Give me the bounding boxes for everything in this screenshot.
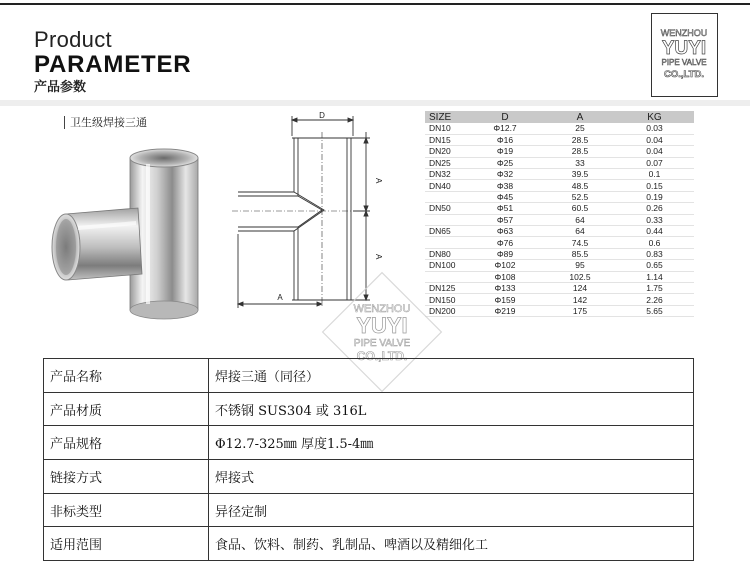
title-parameter: PARAMETER [34, 51, 192, 78]
dim-a-lower-label: A [374, 254, 383, 260]
spec-kg-cell: 0.6 [615, 237, 694, 248]
spec-table-row [425, 157, 694, 168]
info-label: 产品规格 [44, 426, 209, 460]
spec-header-kg: KG [615, 111, 694, 123]
dim-a-bottom-label: A [277, 293, 283, 302]
spec-table-row [425, 191, 694, 202]
spec-d-cell: Φ16 [465, 134, 545, 145]
spec-table [425, 111, 694, 317]
spec-a-cell: 28.5 [545, 146, 615, 157]
spec-kg-cell: 0.04 [615, 146, 694, 157]
spec-size-cell [425, 237, 465, 248]
tee-photo-image [38, 140, 218, 326]
header-band [0, 100, 750, 106]
spec-kg-cell: 0.1 [615, 169, 694, 180]
spec-table-row [425, 271, 694, 282]
spec-kg-cell: 0.19 [615, 191, 694, 202]
spec-table-row [425, 237, 694, 248]
spec-header-a: A [545, 111, 615, 123]
spec-a-cell: 64 [545, 226, 615, 237]
spec-a-cell: 60.5 [545, 203, 615, 214]
spec-kg-cell: 2.26 [615, 294, 694, 305]
info-label: 适用范围 [44, 527, 209, 561]
spec-d-cell: Φ159 [465, 294, 545, 305]
logo-yuyi: YUYI [661, 38, 707, 59]
spec-d-cell: Φ12.7 [465, 123, 545, 134]
spec-size-cell: DN150 [425, 294, 465, 305]
spec-a-cell: 142 [545, 294, 615, 305]
spec-header-d: D [465, 111, 545, 123]
spec-size-cell: DN15 [425, 134, 465, 145]
info-value: 异径定制 [209, 493, 694, 527]
spec-kg-cell: 0.26 [615, 203, 694, 214]
spec-d-cell: Φ19 [465, 146, 545, 157]
info-row-custom [44, 493, 694, 527]
spec-table-row [425, 226, 694, 237]
info-row-connection [44, 460, 694, 494]
info-value: 焊接三通（同径） [209, 359, 694, 393]
company-logo [651, 13, 718, 97]
product-info-table [43, 358, 694, 561]
spec-kg-cell: 1.14 [615, 271, 694, 282]
spec-table-row [425, 146, 694, 157]
spec-size-cell: DN125 [425, 282, 465, 293]
spec-a-cell: 102.5 [545, 271, 615, 282]
spec-d-cell: Φ89 [465, 248, 545, 259]
dim-d-label: D [319, 111, 325, 120]
spec-header-size: SIZE [425, 111, 465, 123]
spec-table-row [425, 169, 694, 180]
spec-table-row [425, 203, 694, 214]
info-row-spec [44, 426, 694, 460]
spec-kg-cell: 0.15 [615, 180, 694, 191]
spec-table-row [425, 248, 694, 259]
spec-d-cell: Φ76 [465, 237, 545, 248]
logo-pipe-valve: PIPE VALVE [661, 58, 707, 67]
spec-table-row [425, 214, 694, 225]
spec-d-cell: Φ32 [465, 169, 545, 180]
info-label: 产品名称 [44, 359, 209, 393]
spec-table-row [425, 180, 694, 191]
spec-table-row [425, 305, 694, 316]
spec-d-cell: Φ45 [465, 191, 545, 202]
spec-size-cell: DN25 [425, 157, 465, 168]
spec-d-cell: Φ57 [465, 214, 545, 225]
spec-a-cell: 25 [545, 123, 615, 134]
spec-d-cell: Φ38 [465, 180, 545, 191]
spec-d-cell: Φ133 [465, 282, 545, 293]
spec-size-cell: DN50 [425, 203, 465, 214]
spec-a-cell: 48.5 [545, 180, 615, 191]
spec-size-cell: DN65 [425, 226, 465, 237]
spec-a-cell: 124 [545, 282, 615, 293]
info-label: 非标类型 [44, 493, 209, 527]
spec-d-cell: Φ63 [465, 226, 545, 237]
spec-a-cell: 39.5 [545, 169, 615, 180]
watermark-co-ltd: CO.,LTD. [356, 349, 408, 363]
spec-size-cell [425, 214, 465, 225]
spec-table-row [425, 123, 694, 134]
spec-size-cell [425, 271, 465, 282]
spec-size-cell: DN10 [425, 123, 465, 134]
watermark-pipe-valve: PIPE VALVE [353, 338, 411, 349]
logo-co-ltd: CO.,LTD. [664, 69, 704, 80]
spec-kg-cell: 0.83 [615, 248, 694, 259]
logo-graphic [652, 14, 716, 95]
info-row-application [44, 527, 694, 561]
spec-size-cell: DN80 [425, 248, 465, 259]
info-value: Φ12.7-325㎜ 厚度1.5-4㎜ [209, 426, 694, 460]
spec-size-cell: DN20 [425, 146, 465, 157]
title-chinese: 产品参数 [34, 80, 87, 95]
info-value: 食品、饮料、制药、乳制品、啤酒以及精细化工 [209, 527, 694, 561]
spec-a-cell: 64 [545, 214, 615, 225]
spec-a-cell: 33 [545, 157, 615, 168]
logo-wenzhou: WENZHOU [660, 28, 708, 38]
tee-drawing-diagram [228, 110, 418, 310]
spec-d-cell: Φ25 [465, 157, 545, 168]
watermark-yuyi: YUYI [356, 313, 408, 338]
info-value: 焊接式 [209, 460, 694, 494]
spec-d-cell: Φ102 [465, 260, 545, 271]
page-header [34, 28, 191, 97]
info-value: 不锈钢 SUS304 或 316L [209, 392, 694, 426]
spec-a-cell: 28.5 [545, 134, 615, 145]
spec-d-cell: Φ51 [465, 203, 545, 214]
info-row-name [44, 359, 694, 393]
info-row-material [44, 392, 694, 426]
spec-table-row [425, 294, 694, 305]
spec-a-cell: 175 [545, 305, 615, 316]
spec-a-cell: 95 [545, 260, 615, 271]
spec-kg-cell: 0.04 [615, 134, 694, 145]
spec-kg-cell: 0.44 [615, 226, 694, 237]
spec-d-cell: Φ219 [465, 305, 545, 316]
spec-kg-cell: 0.33 [615, 214, 694, 225]
spec-a-cell: 52.5 [545, 191, 615, 202]
spec-a-cell: 74.5 [545, 237, 615, 248]
dim-a-upper-label: A [374, 178, 383, 184]
product-caption: 卫生级焊接三通 [64, 116, 147, 129]
info-label: 产品材质 [44, 392, 209, 426]
spec-kg-cell: 0.65 [615, 260, 694, 271]
spec-table-row [425, 260, 694, 271]
spec-size-cell: DN32 [425, 169, 465, 180]
spec-kg-cell: 5.65 [615, 305, 694, 316]
title-product: Product [34, 27, 112, 52]
spec-table-row [425, 134, 694, 145]
spec-a-cell: 85.5 [545, 248, 615, 259]
spec-kg-cell: 0.03 [615, 123, 694, 134]
spec-size-cell [425, 191, 465, 202]
spec-kg-cell: 1.75 [615, 282, 694, 293]
spec-size-cell: DN100 [425, 260, 465, 271]
info-label: 链接方式 [44, 460, 209, 494]
watermark-wenzhou: WENZHOU [353, 303, 411, 315]
spec-kg-cell: 0.07 [615, 157, 694, 168]
spec-table-header-row [425, 111, 694, 123]
spec-size-cell: DN40 [425, 180, 465, 191]
spec-d-cell: Φ108 [465, 271, 545, 282]
spec-size-cell: DN200 [425, 305, 465, 316]
top-rule [0, 3, 750, 5]
spec-table-row [425, 282, 694, 293]
